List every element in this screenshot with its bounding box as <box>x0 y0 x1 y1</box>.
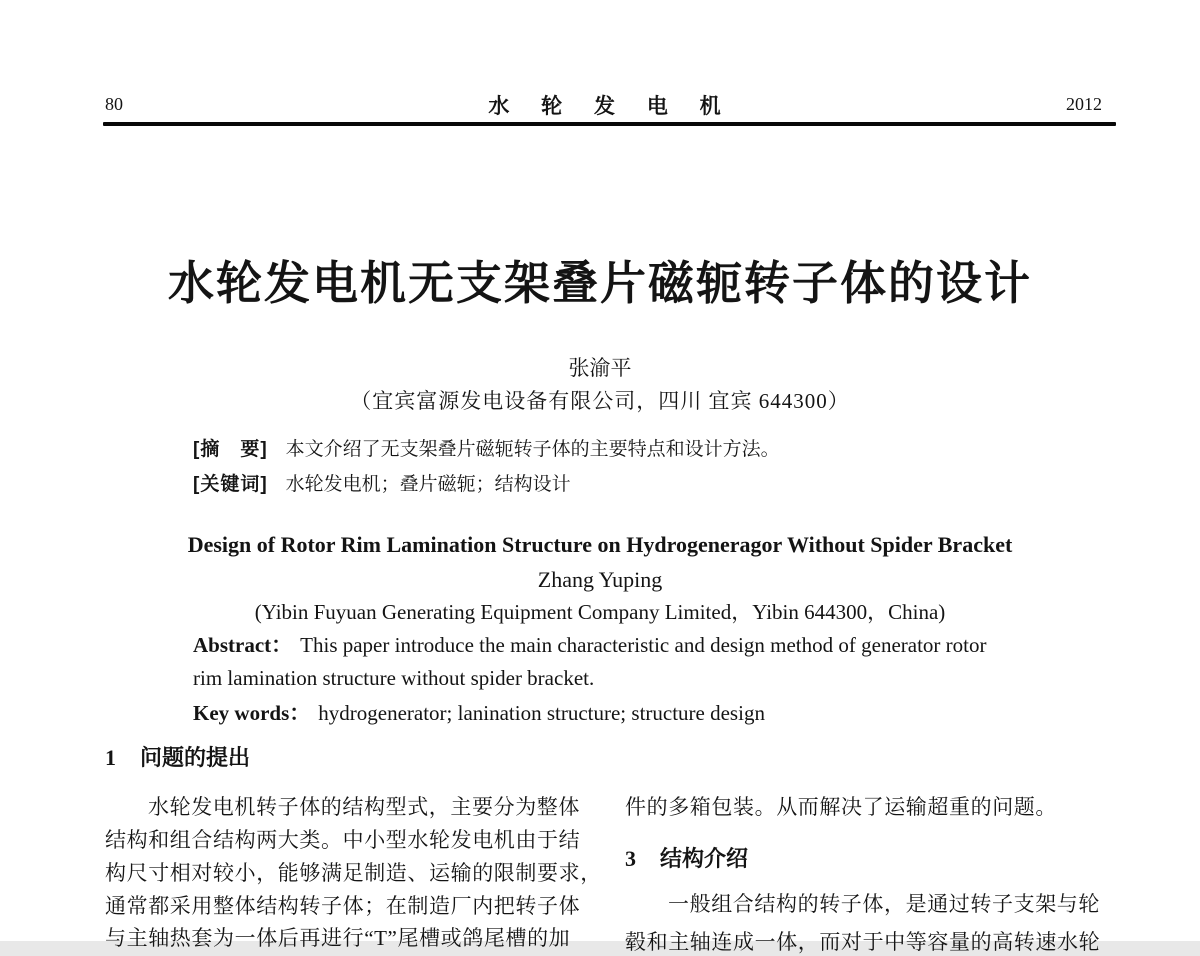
journal-title: 水 轮 发 电 机 <box>488 95 734 118</box>
keywords-label-cn: [关键词] <box>193 474 268 495</box>
abstract-label-en: Abstract： <box>193 633 293 657</box>
body-line: 件的多箱包装。从而解决了运输超重的问题。 <box>625 795 1057 819</box>
section-3-title: 结构介绍 <box>660 846 749 871</box>
body-line: 水轮发电机转子体的结构型式，主要分为整体 <box>148 795 580 819</box>
abstract-text-cn: 本文介绍了无支架叠片磁轭转子体的主要特点和设计方法。 <box>285 439 780 460</box>
body-line: 一般组合结构的转子体，是通过转子支架与轮 <box>668 892 1100 916</box>
page-number: 80 <box>105 94 123 114</box>
body-line: 通常都采用整体结构转子体；在制造厂内把转子体 <box>105 894 581 918</box>
abstract-en-line2: rim lamination structure without spider bracket. <box>193 666 595 690</box>
abstract-cn-row <box>193 434 780 461</box>
body-line: 构尺寸相对较小，能够满足制造、运输的限制要求， <box>105 861 602 885</box>
article-title-cn: 水轮发电机无支架叠片磁轭转子体的设计 <box>168 257 1032 309</box>
affiliation-en: (Yibin Fuyuan Generating Equipment Company Limited，Yibin 644300，China) <box>254 600 946 624</box>
section-3-number: 3 <box>625 846 636 871</box>
abstract-label-cn: [摘 要] <box>193 439 268 460</box>
section-1-number: 1 <box>105 745 116 770</box>
publication-year: 2012 <box>1066 94 1102 114</box>
body-line: 结构和组合结构两大类。中小型水轮发电机由于结 <box>105 828 581 852</box>
body-line: 与主轴热套为一体后再进行“T”尾槽或鸽尾槽的加 <box>105 926 571 950</box>
section-3-heading <box>625 842 748 873</box>
author-en: Zhang Yuping <box>537 567 663 592</box>
abstract-en-line1 <box>193 629 986 659</box>
header-rule <box>103 122 1116 126</box>
keywords-label-en: Key words： <box>193 701 311 725</box>
abstract-text-en: This paper introduce the main characteristic and design method of generator rotor <box>300 633 987 657</box>
author-cn: 张渝平 <box>568 356 632 380</box>
affiliation-cn: （宜宾富源发电设备有限公司，四川 宜宾 644300） <box>350 389 850 413</box>
keywords-text-en: hydrogenerator; lanination structure; structure design <box>318 701 765 725</box>
section-1-title: 问题的提出 <box>140 745 251 770</box>
article-title-en: Design of Rotor Rim Lamination Structure on Hydrogeneragor Without Spider Bracket <box>187 532 1013 557</box>
body-line: 毂和主轴连成一体，而对于中等容量的高转速水轮 <box>625 930 1101 954</box>
keywords-en-row <box>193 697 765 727</box>
keywords-cn-row <box>193 469 571 496</box>
keywords-text-cn: 水轮发电机；叠片磁轭；结构设计 <box>285 474 571 495</box>
section-1-heading <box>105 741 250 772</box>
